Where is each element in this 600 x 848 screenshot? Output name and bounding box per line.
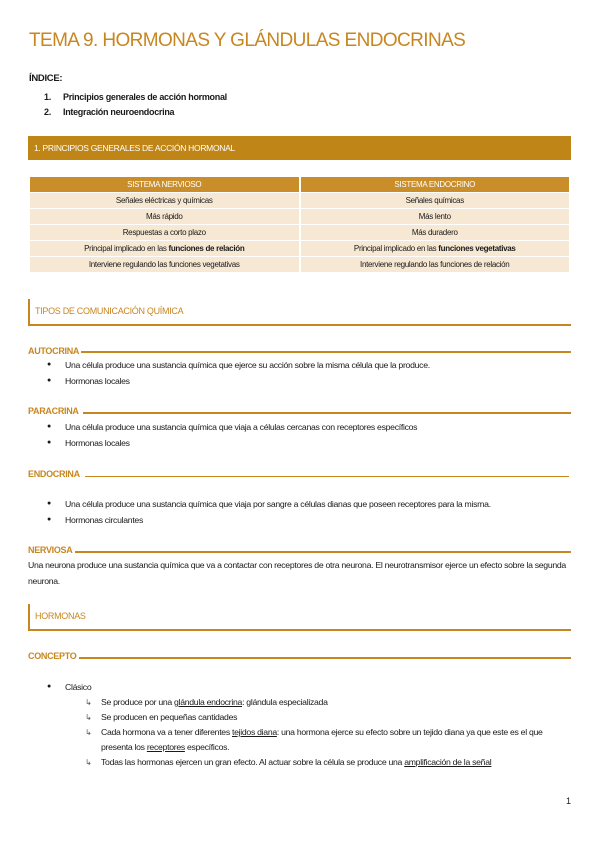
sub-list-item: ↳ Cada hormona va a tener diferentes tejidos diana: una hormona ejerce su efecto sobre un tejido diana ya que este es el que presenta los receptores específicos. [85, 727, 543, 752]
table-row [30, 257, 569, 272]
list-item: ● Una célula produce una sustancia química que viaja a células cercanas con receptores específicos [47, 419, 417, 435]
table-row [30, 209, 569, 224]
index-item: 1. Principios generales de acción hormonal [44, 92, 227, 102]
table-row [30, 241, 569, 256]
table-cell: Principal implicado en las funciones vegetativas [301, 241, 570, 256]
return-arrow-icon: ↳ [85, 758, 92, 767]
heading-concepto: CONCEPTO [28, 651, 77, 661]
heading-nerviosa: NERVIOSA [28, 545, 73, 555]
table-cell: Principal implicado en las funciones de relación [30, 241, 299, 256]
subsection-tipos-comunicacion [28, 299, 571, 326]
heading-paracrina: PARACRINA [28, 406, 79, 416]
concepto-list [47, 679, 91, 695]
return-arrow-icon: ↳ [85, 728, 92, 737]
sub-list-item: ↳ Se producen en pequeñas cantidades [85, 710, 563, 725]
autocrina-list [47, 357, 430, 389]
endocrina-list [47, 496, 491, 528]
table-cell: Más duradero [301, 225, 570, 240]
index-item: 2. Integración neuroendocrina [44, 107, 175, 117]
return-arrow-icon: ↳ [85, 698, 92, 707]
return-arrow-icon: ↳ [85, 713, 92, 722]
list-item: ● Hormonas locales [47, 373, 430, 389]
table-cell: Más rápido [30, 209, 299, 224]
nerviosa-paragraph: Una neurona produce una sustancia química que va a contactar con receptores de otra neurona. El neurotransmisor ejerce un efecto sobre la segunda neurona. [28, 560, 566, 586]
heading-rule [81, 351, 571, 353]
heading-rule [83, 412, 571, 414]
table-cell: Interviene regulando las funciones vegetativas [30, 257, 299, 272]
table-header-cell: SISTEMA NERVIOSO [30, 177, 299, 192]
index-label: ÍNDICE: [29, 73, 63, 84]
table-row [30, 225, 569, 240]
heading-autocrina: AUTOCRINA [28, 346, 80, 356]
paracrina-list [47, 419, 417, 451]
clasico-sublist [85, 695, 563, 770]
heading-endocrina: ENDOCRINA [28, 469, 80, 479]
table-cell: Respuestas a corto plazo [30, 225, 299, 240]
list-item: ● Una célula produce una sustancia química que ejerce su acción sobre la misma célula que la produce. [47, 357, 430, 373]
section-heading-principios: 1. PRINCIPIOS GENERALES DE ACCIÓN HORMONAL [28, 136, 571, 160]
subsection-title: HORMONAS [35, 611, 86, 621]
subsection-title: TIPOS DE COMUNICACIÓN QUÍMICA [35, 306, 184, 316]
table-header-row [30, 177, 569, 192]
table-header-cell: SISTEMA ENDOCRINO [301, 177, 570, 192]
sub-list-item: ↳ Todas las hormonas ejercen un gran efecto. Al actuar sobre la célula se produce una amplificación de la señal [85, 755, 563, 770]
table-cell: Señales químicas [301, 193, 570, 208]
heading-rule [79, 657, 571, 659]
page-number: 1 [566, 796, 572, 806]
comparison-table [28, 176, 571, 273]
table-cell: Señales eléctricas y químicas [30, 193, 299, 208]
list-item: ● Una célula produce una sustancia química que viaja por sangre a células dianas que poseen receptores para la misma. [47, 496, 491, 512]
table-cell: Interviene regulando las funciones de relación [301, 257, 570, 272]
heading-rule [75, 551, 571, 553]
list-item: ● Hormonas locales [47, 435, 417, 451]
document-title: TEMA 9. HORMONAS Y GLÁNDULAS ENDOCRINAS [29, 30, 466, 51]
subsection-hormonas [28, 604, 571, 631]
heading-rule [85, 476, 569, 477]
index-list [44, 90, 227, 120]
list-item: ● Hormonas circulantes [47, 512, 491, 528]
list-item: ● Clásico [47, 679, 91, 695]
sub-list-item: ↳ Se produce por una glándula endocrina: glándula especializada [85, 695, 563, 710]
table-cell: Más lento [301, 209, 570, 224]
table-row [30, 193, 569, 208]
